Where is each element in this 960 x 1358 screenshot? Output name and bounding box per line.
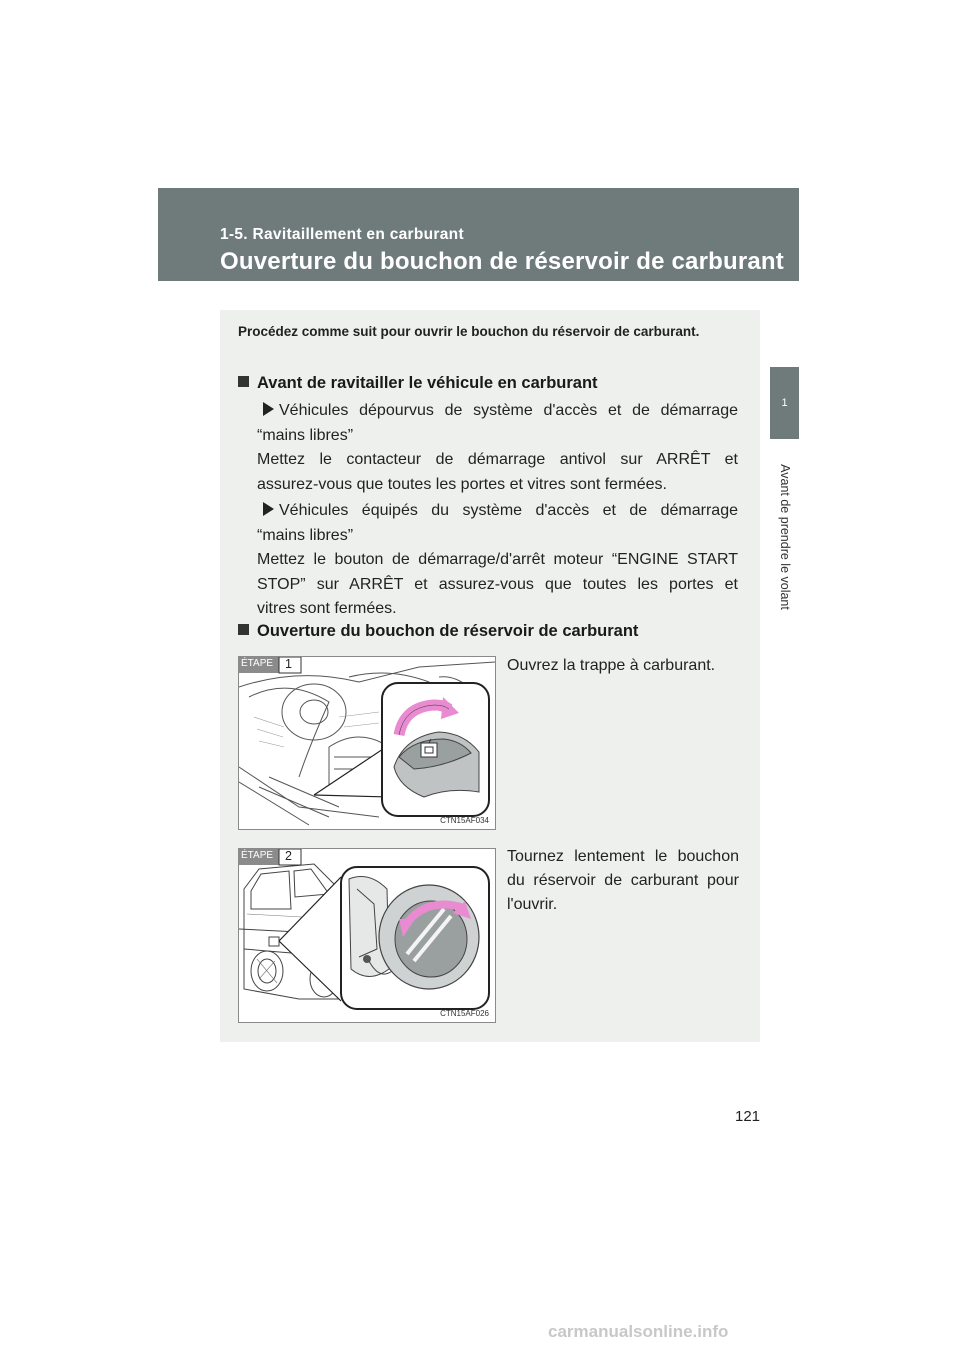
step-number: 1 [285, 657, 292, 671]
case-body-line: assurez-vous que toutes les portes et vitres sont fermées. [257, 475, 667, 493]
section-heading-text: Ouverture du bouchon de réservoir de carburant [257, 622, 639, 640]
intro-text: Procédez comme suit pour ouvrir le bouchon du réservoir de carburant. [238, 324, 700, 339]
triangle-arrow-icon [263, 502, 274, 516]
page-number: 121 [735, 1108, 761, 1125]
square-bullet-icon [238, 376, 249, 387]
case-body-line: vitres sont fermées. [257, 600, 397, 617]
step-badge: ÉTAPE [241, 658, 274, 669]
section-heading-before-refuel [238, 374, 598, 393]
chapter-label [770, 452, 799, 622]
step1-text: Ouvrez la trappe à carburant. [507, 657, 716, 674]
step2-illustration [238, 848, 496, 1023]
page-header [158, 188, 799, 281]
section-heading-text: Avant de ravitailler le véhicule en carburant [257, 374, 598, 392]
case-title-line: “mains libres” [257, 426, 354, 444]
step-number: 2 [285, 849, 292, 863]
chapter-tab[interactable]: 1 [770, 367, 799, 439]
case-title-line: Véhicules dépourvus de système d'accès et de démarrage [279, 402, 738, 419]
case-body-line: STOP” sur ARRÊT et assurez-vous que toutes les portes et [257, 575, 738, 593]
step1-illustration [238, 656, 496, 830]
triangle-arrow-icon [263, 402, 274, 416]
figure-code: CTN15AF034 [440, 816, 489, 825]
content-panel [220, 310, 760, 1042]
case-body-line: Mettez le contacteur de démarrage antivol sur ARRÊT et [257, 451, 738, 468]
square-bullet-icon [238, 624, 249, 635]
watermark: carmanualsonline.info [548, 1322, 729, 1341]
page-title: Ouverture du bouchon de réservoir de carburant [220, 248, 784, 275]
section-heading-open-cap [238, 622, 638, 641]
case-body-line: Mettez le bouton de démarrage/d'arrêt moteur “ENGINE START [257, 551, 738, 568]
fuel-door-opener-drawing [239, 657, 495, 829]
fuel-cap-drawing [239, 849, 495, 1022]
step2-text: Tournez lentement le bouchon du réservoir de carburant pour l'ouvrir. [507, 848, 739, 913]
figure-code: CTN15AF026 [440, 1009, 489, 1018]
section-label: 1-5. Ravitaillement en carburant [220, 226, 464, 243]
case-title-line: “mains libres” [257, 526, 354, 544]
case-with-smart-key [257, 499, 738, 622]
step-badge: ÉTAPE [241, 850, 274, 861]
case-without-smart-key [257, 399, 738, 497]
chapter-label-text: Avant de prendre le volant [777, 464, 792, 610]
case-title-line: Véhicules équipés du système d'accès et de démarrage [279, 502, 738, 519]
